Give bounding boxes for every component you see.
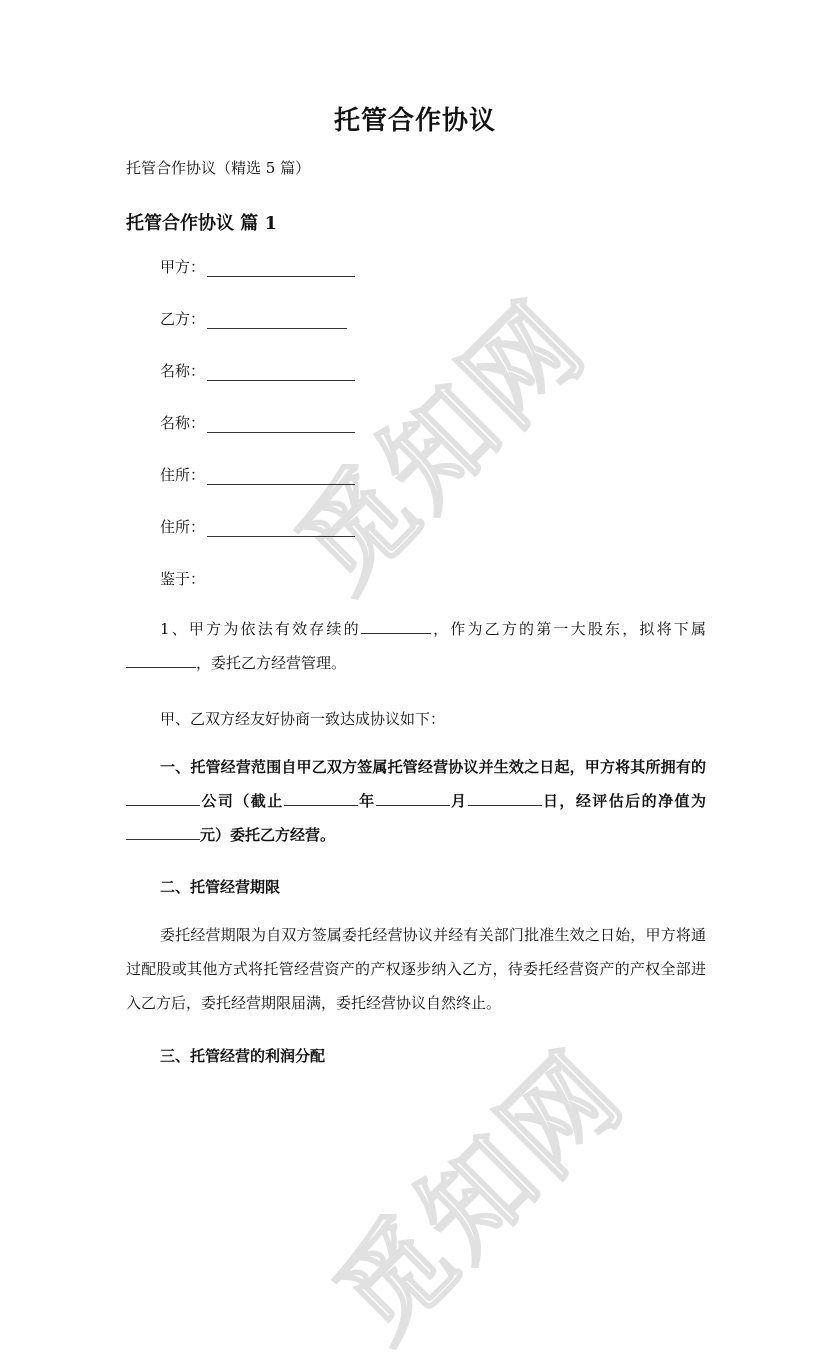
watermark-bottom: 觅知网 [312, 1027, 649, 1364]
field-label: 名称： [160, 362, 206, 380]
field-address-b [160, 516, 355, 537]
article-1-text-d: 月 [449, 792, 468, 810]
document-subtitle: 托管合作协议（精选 5 篇） [126, 159, 311, 177]
clause-1-text-a: 1、甲方为依法有效存续的 [160, 620, 361, 638]
whereas-label: 鉴于： [160, 570, 206, 588]
field-address-a [160, 464, 355, 485]
clause-1 [126, 612, 706, 680]
fill-blank [207, 258, 355, 277]
fill-blank [126, 823, 200, 840]
field-party-a [160, 256, 355, 277]
clause-1-text-b: ，作为乙方的第一大股东，拟将下属 [430, 620, 706, 638]
article-3-heading: 三、托管经营的利润分配 [160, 1047, 326, 1065]
document-title: 托管合作协议 [333, 106, 496, 136]
fill-blank [376, 789, 450, 806]
field-label: 住所： [160, 466, 206, 484]
watermark: 觅知网 [274, 277, 611, 614]
clause-1-text-c: ，委托乙方经营管理。 [196, 654, 347, 672]
field-name-a [160, 360, 355, 381]
field-label: 名称： [160, 414, 206, 432]
field-label: 甲方： [160, 258, 206, 276]
article-1-text-e: 日，经评估后的净值为 [541, 792, 706, 810]
fill-blank [284, 789, 358, 806]
fill-blank [207, 310, 347, 329]
article-2-text: 委托经营期限为自双方签属委托经营协议并经有关部门批准生效之日始，甲方将通过配股或其他方式将托管经营资产的产权逐步纳入乙方，待委托经营资产的产权全部进入乙方后，委托经营期限届满，委托经营协议自然终止。 [126, 926, 706, 1012]
field-party-b [160, 308, 347, 329]
article-1 [126, 750, 706, 852]
fill-blank [361, 617, 431, 634]
article-1-text-f: 元）委托乙方经营。 [200, 826, 336, 844]
fill-blank [126, 651, 196, 668]
fill-blank [207, 362, 355, 381]
fill-blank [126, 789, 200, 806]
article-1-text-a: 一、托管经营范围自甲乙双方签属托管经营协议并生效之日起，甲方将其所拥有的 [160, 758, 706, 776]
field-label: 住所： [160, 518, 206, 536]
article-2-heading: 二、托管经营期限 [160, 878, 281, 896]
fill-blank [207, 466, 355, 485]
section-heading: 托管合作协议 篇 1 [126, 213, 278, 234]
article-1-text-c: 年 [357, 792, 376, 810]
field-label: 乙方： [160, 310, 206, 328]
agreement-intro: 甲、乙双方经友好协商一致达成协议如下： [160, 710, 446, 728]
field-name-b [160, 412, 355, 433]
fill-blank [468, 789, 542, 806]
article-1-text-b: 公司（截止 [200, 792, 284, 810]
fill-blank [207, 518, 355, 537]
fill-blank [207, 414, 355, 433]
